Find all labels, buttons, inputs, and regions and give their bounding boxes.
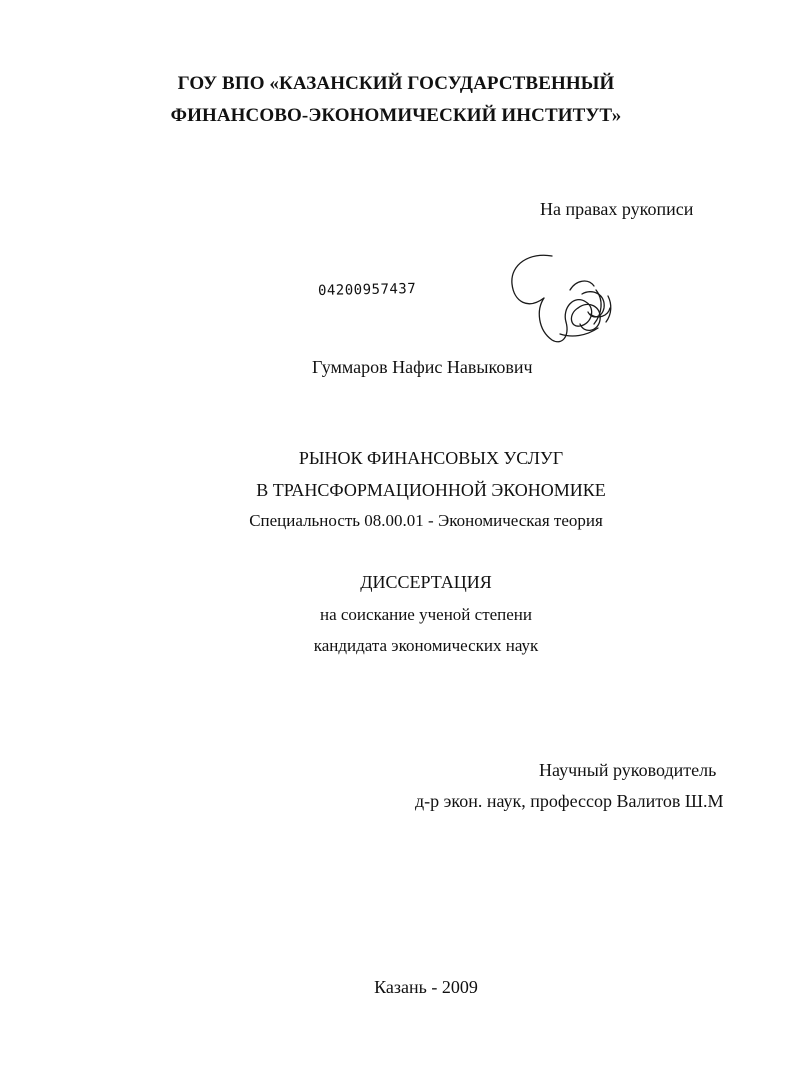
author-name: Гуммаров Нафис Навыкович (312, 357, 533, 377)
institution-name-line-2: ФИНАНСОВО-ЭКОНОМИЧЕСКИЙ ИНСТИТУТ» (170, 105, 622, 126)
handwritten-signature (500, 250, 630, 355)
institution-name-line-1: ГОУ ВПО «КАЗАНСКИЙ ГОСУДАРСТВЕННЫЙ (177, 73, 615, 94)
supervisor-name: д-р экон. наук, профессор Валитов Ш.М (415, 791, 724, 811)
registration-code: 04200957437 (317, 280, 417, 299)
dissertation-title-line-1: РЫНОК ФИНАНСОВЫХ УСЛУГ (298, 448, 564, 468)
manuscript-rights-note: На правах рукописи (540, 199, 694, 219)
dissertation-title-line-2: В ТРАНСФОРМАЦИОННОЙ ЭКОНОМИКЕ (256, 480, 606, 500)
specialty-line: Специальность 08.00.01 - Экономическая теория (249, 511, 603, 530)
supervisor-label: Научный руководитель (539, 760, 717, 780)
city-year-footer: Казань - 2009 (374, 977, 478, 997)
dissertation-heading: ДИССЕРТАЦИЯ (360, 572, 492, 592)
degree-line-2: кандидата экономических наук (313, 636, 539, 655)
degree-line-1: на соискание ученой степени (319, 605, 533, 624)
